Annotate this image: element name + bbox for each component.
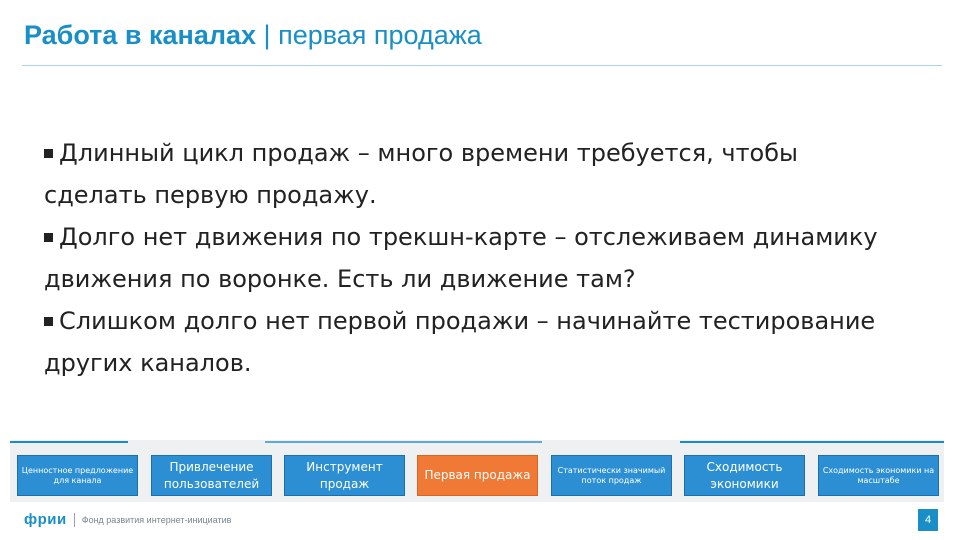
square-bullet-icon — [44, 317, 53, 326]
funnel-step-significant-flow: Статистически значимый поток продаж — [551, 455, 672, 496]
bullet-item — [44, 300, 904, 384]
bullet-text: Слишком долго нет первой продажи – начинайте тестирование других каналов. — [44, 307, 876, 377]
funnel-step-economics-at-scale: Сходимость экономики на масштабе — [818, 455, 939, 496]
square-bullet-icon — [44, 233, 53, 242]
square-bullet-icon — [44, 149, 53, 158]
funnel-step-user-acquisition: Привлечение пользователей — [151, 455, 272, 496]
page-number-badge: 4 — [918, 509, 938, 531]
panel-accent-line — [265, 441, 542, 443]
title-subtitle-part: первая продажа — [278, 20, 482, 50]
title-separator: | — [256, 20, 279, 50]
organization-name: Фонд развития интернет-инициатив — [81, 514, 232, 525]
panel-accent-line — [680, 441, 944, 443]
logo-wordmark: фрии — [24, 511, 67, 528]
bullet-list — [44, 132, 904, 384]
funnel-step-value-proposition: Ценностное предложение для канала — [17, 455, 138, 496]
funnel-step-unit-economics: Сходимость экономики — [684, 455, 805, 496]
bullet-item — [44, 132, 904, 216]
bullet-item — [44, 216, 904, 300]
footer-logo — [24, 511, 231, 528]
bullet-text: Длинный цикл продаж – много времени требуется, чтобы сделать первую продажу. — [44, 139, 798, 209]
bullet-text: Долго нет движения по трекшн-карте – отслеживаем динамику движения по воронке. Есть ли движение там? — [44, 223, 878, 293]
title-divider — [22, 65, 942, 66]
panel-accent-line — [10, 441, 128, 443]
title-bold-part: Работа в каналах — [24, 20, 257, 50]
logo-divider — [74, 513, 75, 527]
funnel-step-first-sale: Первая продажа — [417, 455, 538, 496]
page-title — [24, 20, 482, 51]
funnel-step-sales-tool: Инструмент продаж — [284, 455, 405, 496]
